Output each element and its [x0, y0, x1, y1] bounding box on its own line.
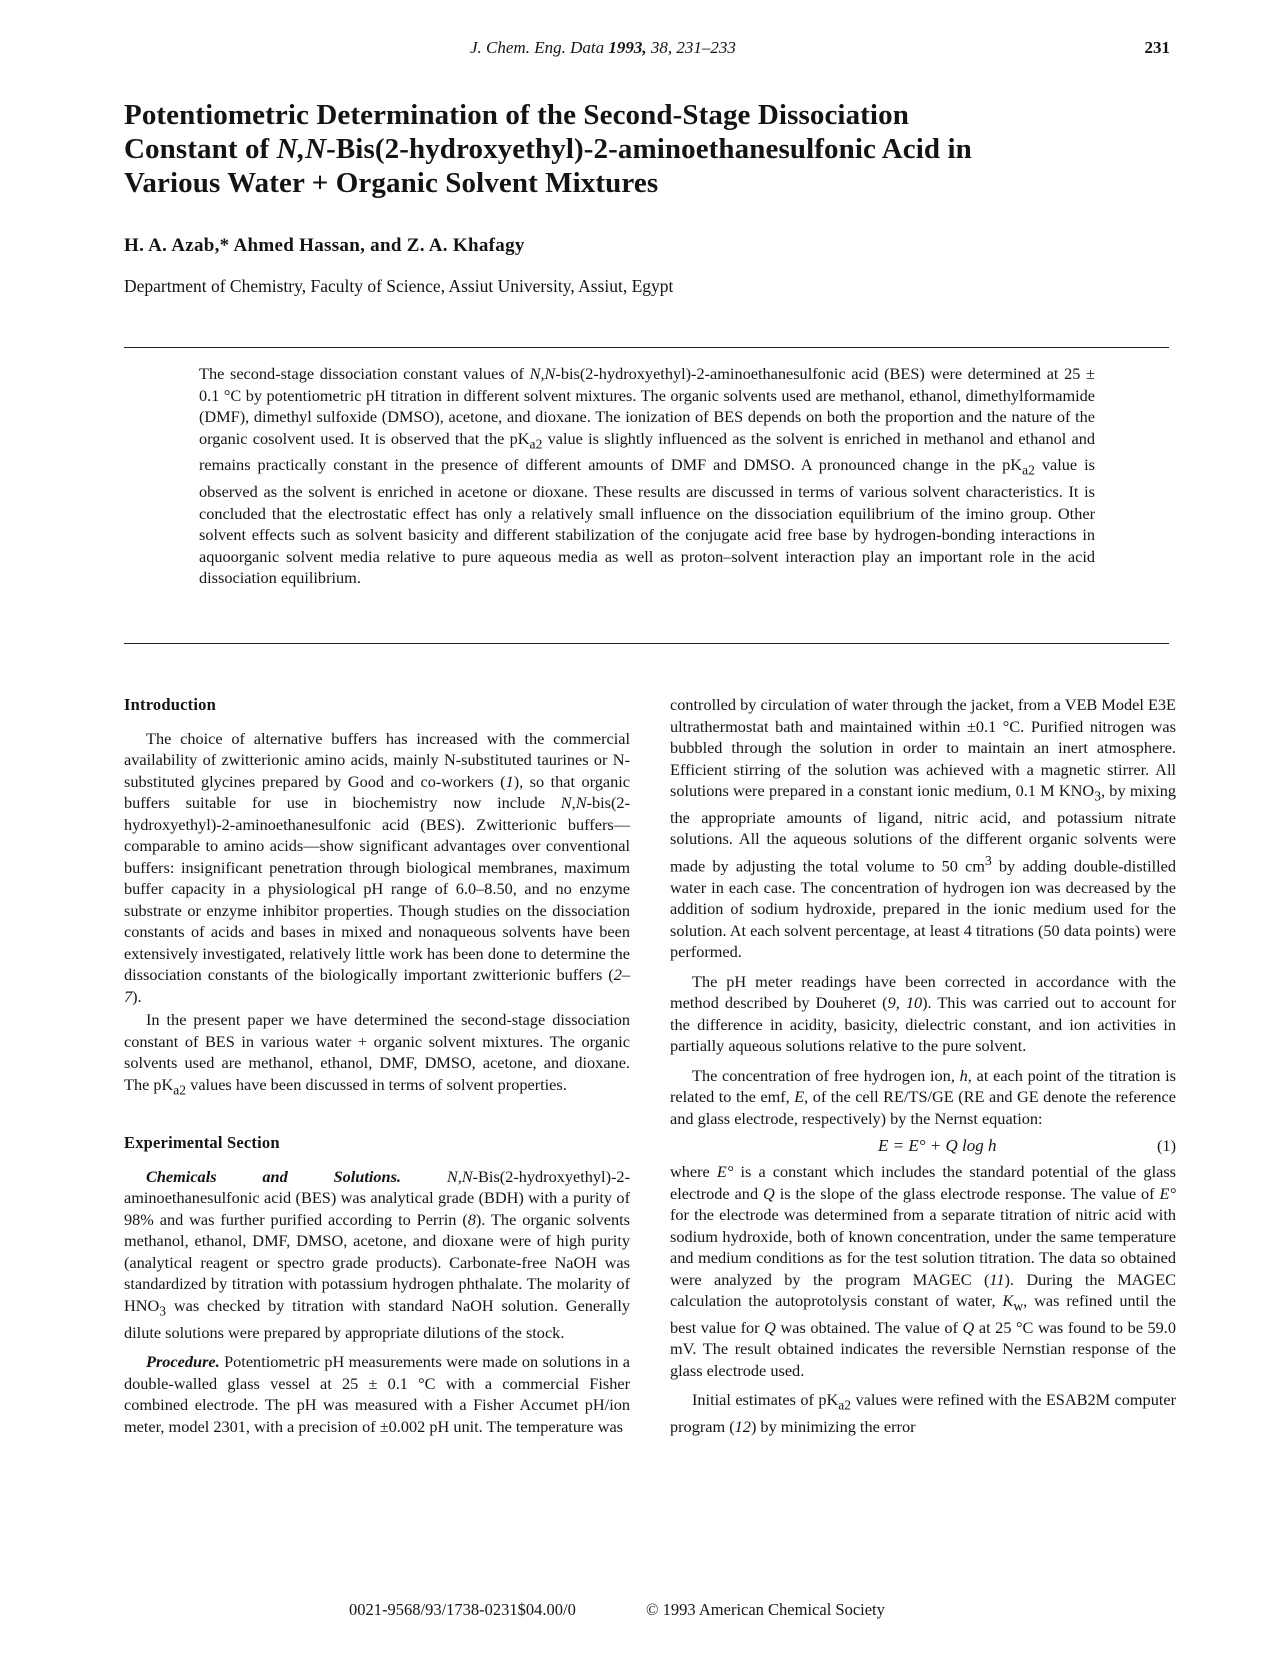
page-number: 231 [1144, 38, 1170, 57]
subscript: 3 [159, 1303, 167, 1318]
text: In the present paper we have determined the second-stage dissociation constant of BES in various water + organic solvent mixtures. The organic solvents used are methanol, ethanol, DMF, DMSO, acetone, and dioxane. The pK [124, 1010, 630, 1094]
superscript: 3 [984, 852, 992, 868]
text: controlled by circulation of water through the jacket, from a VEB Model E3E ultrathermostat bath and maintained within ±0.1 °C. Purified nitrogen was bubbled through the solution in order to maintain an inert atmosphere. Efficient stirring of the solution was achieved with a magnetic stirrer. All solutions were prepared in a constant ionic medium, 0.1 M KNO [670, 695, 1176, 800]
intro-paragraph-2 [124, 1009, 630, 1100]
equation-expression: E = E° + Q log h [878, 1136, 997, 1156]
italic-symbol: E° [716, 1162, 734, 1182]
italic-symbol: Q [962, 1317, 975, 1337]
abstract-text: value is slightly influenced as the solvent is enriched in methanol and ethanol and remains practically constant in the presence of different amounts of DMF and DMSO. A pronounced change in the pK [199, 428, 1095, 475]
affiliation: Department of Chemistry, Faculty of Science, Assiut University, Assiut, Egypt [124, 276, 674, 296]
abstract-italic: N,N [529, 364, 556, 383]
text: values were refined with the ESAB2M computer program ( [670, 1390, 1177, 1437]
text: , of the cell RE/TS/GE (RE and GE denote the reference and glass electrode, respectively) by the Nernst equation: [670, 1087, 1176, 1128]
left-column [124, 694, 630, 1437]
experimental-heading: Experimental Section [124, 1133, 280, 1153]
running-head [0, 38, 1283, 62]
abstract-text: -bis(2-hydroxyethyl)-2-aminoethanesulfonic acid (BES) were determined at 25 ± 0.1 °C by potentiometric pH titration in different solvent mixtures. The organic solvents used are methanol, ethanol, dimethylformamide (DMF), dimethyl sulfoxide (DMSO), acetone, and dioxane. The ionization of BES depends on both the proportion and the nature of the organic cosolvent used. It is observed that the pK [199, 364, 1095, 448]
journal-year: 1993, [608, 38, 647, 57]
title-line-2-italic: N,N [276, 133, 327, 165]
title-line-2-post: -Bis(2-hydroxyethyl)-2-aminoethanesulfonic Acid in [326, 133, 972, 165]
text: , at each point of the titration is related to the emf, [670, 1065, 1176, 1107]
title-line-1: Potentiometric Determination of the Second-Stage Dissociation [124, 99, 909, 131]
text: is a constant which includes the standard potential of the glass electrode and [670, 1162, 1176, 1203]
text: values have been discussed in terms of solvent properties. [186, 1074, 567, 1094]
abstract [199, 363, 1095, 589]
italic-symbol: K [1002, 1291, 1014, 1311]
text: ) by minimizing the error [750, 1417, 916, 1437]
page-footer [0, 1600, 1283, 1624]
intro-paragraph-1 [124, 728, 630, 1008]
text: was checked by titration with standard NaOH solution. Generally dilute solutions were prepared by appropriate dilutions of the stock. [124, 1295, 630, 1342]
procedure-paragraph [124, 1351, 630, 1437]
italic-symbol: h [959, 1065, 968, 1085]
run-in-heading: Procedure. [146, 1352, 220, 1371]
subscript: w [1013, 1298, 1024, 1314]
equation-number: (1) [1157, 1136, 1176, 1156]
introduction-heading: Introduction [124, 695, 216, 714]
text: The concentration of free hydrogen ion, [692, 1065, 960, 1085]
text: ). During the MAGEC calculation the autoprotolysis constant of water, [670, 1269, 1176, 1311]
text: , by mixing the appropriate amounts of ligand, nitric acid, and potassium nitrate solutions. All the aqueous solutions of the different organic solvents were made by adjusting the total volume to 50 cm [670, 781, 1176, 876]
subscript: a2 [173, 1081, 187, 1097]
chemicals-paragraph [124, 1166, 630, 1343]
journal-volume: 38, [650, 38, 673, 57]
citation: 11 [989, 1269, 1005, 1289]
text: Potentiometric pH measurements were made on solutions in a double-walled glass vessel at 25 ± 0.1 °C with a commercial Fisher combined electrode. The pH was measured with a Fisher Accumet pH/ion meter, model 2301, with a precision of ±0.002 pH unit. The temperature was [124, 1352, 630, 1436]
italic-symbol: Q [764, 1317, 776, 1337]
abstract-bottom-rule [124, 643, 1169, 644]
abstract-text: The second-stage dissociation constant values of [199, 364, 530, 383]
journal-reference [470, 38, 736, 58]
text: The pH meter readings have been corrected in accordance with the method described by Douheret ( [670, 971, 1176, 1013]
citation: 1 [505, 771, 514, 791]
text: Initial estimates of pK [692, 1390, 839, 1410]
text: ). This was carried out to account for the difference in acidity, basicity, dielectric constant, and ion activities in partially aqueous solutions relative to the pure solvent. [670, 993, 1176, 1056]
abstract-subscript: a2 [529, 435, 543, 451]
text: -bis(2-hydroxyethyl)-2-aminoethanesulfonic acid (BES). Zwitterionic buffers—comparable to amino acids—show significant advantages over conventional buffers: insignificant penetration through biological membranes, maximum buffer capacity in a physiological pH range of 6.0–8.50, and no enzyme substrate or enzyme inhibitor properties. Though studies on the dissociation constants of acids and bases in mixed and nonaqueous solvents have been extensively investigated, relatively little work has been done to determine the dissociation constants of the biologically important zwitterionic buffers ( [124, 793, 630, 984]
text: for the electrode was determined from a separate titration of nitric acid with sodium hydroxide, both of known concentration, under the same temperature and medium conditions as for the test solution titration. The data so obtained were analyzed by the program MAGEC ( [670, 1205, 1176, 1289]
run-in-heading: Chemicals and Solutions. [146, 1166, 401, 1186]
title-line-2-pre: Constant of [124, 133, 277, 165]
text: ), so that organic buffers suitable for use in biochemistry now include [124, 771, 630, 812]
italic-text: N,N [560, 793, 587, 812]
citation: 9, 10 [887, 993, 923, 1013]
text: was obtained. The value of [775, 1317, 963, 1337]
right-paragraph-5 [670, 1389, 1176, 1437]
text: , was refined until the best value for [670, 1291, 1177, 1337]
journal-pages: 231–233 [676, 38, 736, 57]
copyright-notice: © 1993 American Chemical Society [646, 1600, 885, 1619]
italic-symbol: E° [1159, 1183, 1176, 1203]
text: at 25 °C was found to be 59.0 mV. The result obtained indicates the reversible Nernstian response of the glass electrode used. [670, 1317, 1176, 1380]
abstract-text: value is observed as the solvent is enriched in acetone or dioxane. These results are discussed in terms of various solvent characteristics. It is concluded that the electrostatic effect has only a relatively small influence on the dissociation equilibrium of the imino group. Other solvent effects such as solvent basicity and different stabilization of the conjugate acid free base by hydrogen-bonding interactions in aquoorganic solvent media relative to pure aqueous media as well as proton–solvent interaction play an important role in the acid dissociation equilibrium. [199, 455, 1095, 587]
abstract-subscript: a2 [1022, 462, 1035, 478]
italic-symbol: E [794, 1087, 805, 1107]
citation: 12 [734, 1417, 751, 1437]
subscript: 3 [1094, 788, 1101, 804]
text: ). The organic solvents methanol, ethanol, DMF, DMSO, acetone, and dioxane were of high purity (analytical reagent or spectro grade products). Carbonate-free NaOH was standardized by titration with potassium hydrogen phthalate. The molarity of HNO [124, 1209, 630, 1315]
italic-text: N,N [446, 1166, 473, 1186]
italic-symbol: Q [763, 1183, 775, 1203]
right-paragraph-3 [670, 1065, 1176, 1130]
author-list: H. A. Azab,* Ahmed Hassan, and Z. A. Khafagy [124, 235, 525, 256]
right-paragraph-2 [670, 971, 1176, 1057]
text: where [670, 1162, 717, 1182]
text: -Bis(2-hydroxyethyl)-2-aminoethanesulfonic acid (BES) was analytical grade (BDH) with a purity of 98% and was further purified according to Perrin ( [124, 1166, 630, 1229]
issn-code: 0021-9568/93/1738-0231$04.00/0 [349, 1600, 576, 1619]
citation: 8 [467, 1209, 476, 1229]
text: by adding double-distilled water in each case. The concentration of hydrogen ion was decreased by the addition of sodium hydroxide, prepared in the ionic medium used for the solution. At each solvent percentage, at least 4 titrations (50 data points) were performed. [670, 856, 1177, 962]
text: ). [132, 986, 142, 1006]
journal-name: J. Chem. Eng. Data [470, 38, 605, 57]
article-title [124, 98, 1174, 200]
right-paragraph-1 [670, 694, 1176, 963]
abstract-top-rule [124, 347, 1169, 348]
right-column [670, 694, 1176, 1438]
text: The choice of alternative buffers has increased with the commercial availability of zwitterionic amino acids, mainly N-substituted taurines or N-substituted glycines prepared by Good and co-workers ( [124, 728, 630, 791]
subscript: a2 [838, 1397, 852, 1413]
citation: 2–7 [124, 965, 630, 1006]
right-paragraph-4 [670, 1161, 1176, 1381]
title-line-3: Various Water + Organic Solvent Mixtures [124, 167, 659, 199]
text: is the slope of the glass electrode response. The value of [774, 1183, 1160, 1203]
nernst-equation [670, 1133, 1176, 1159]
